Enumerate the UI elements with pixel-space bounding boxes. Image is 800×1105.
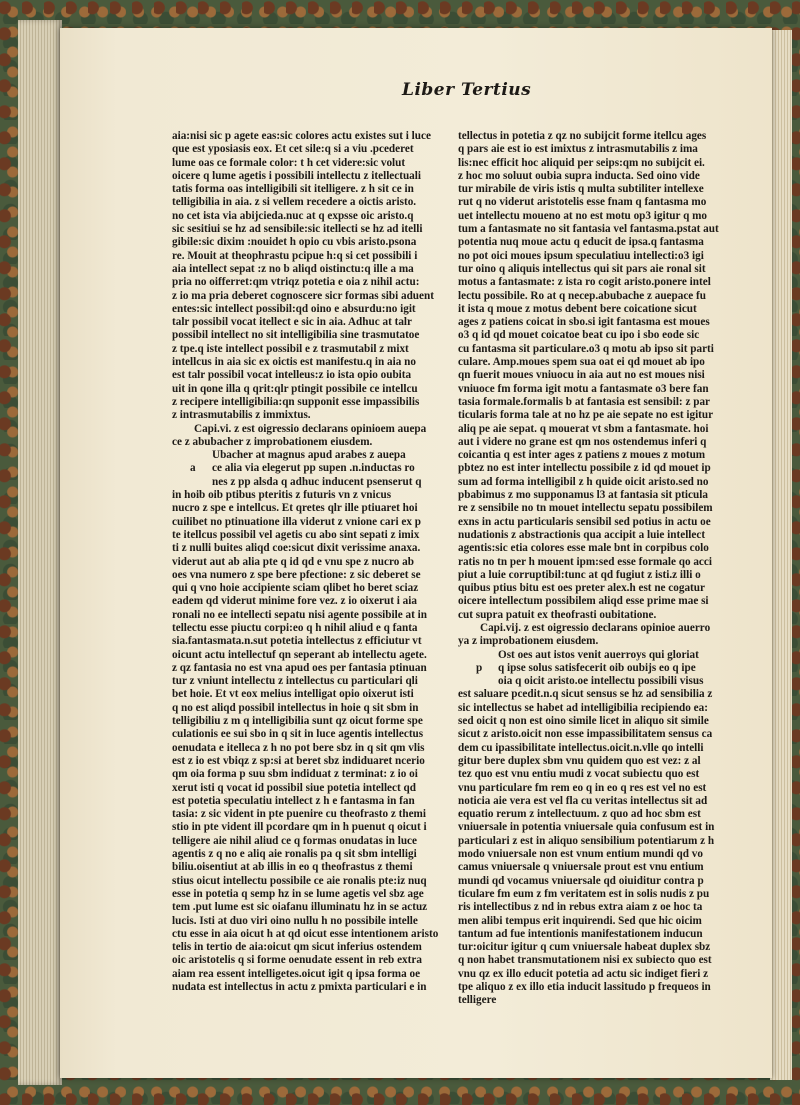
text-line: tellectus in potetia z qz no subijcit forme itellcu ages — [458, 130, 707, 142]
text-line: ctu esse in aia oicut h at qd oicut esse intentionem aristo — [172, 927, 439, 940]
text-line: gitur bere duplex sbm vnu quidem quo est vez: z al — [458, 754, 701, 767]
text-line: vnu qz ex illo educit potetia ad actu sic indiget fieri z — [458, 967, 709, 980]
text-line: sic sesitiui se hz ad sensibile:sic itellecti se hz ad itelli — [172, 223, 423, 236]
text-line: telligere — [458, 994, 497, 1007]
text-line: aia intellect sepat :z no b aliqd oistinctu:q ille a ma — [172, 262, 414, 275]
text-line: Capi.vi. z est oigressio declarans opinioem auepa — [194, 422, 427, 435]
text-line: pria no oifferret:qm vtriqz potetia e oia z nihil actu: — [172, 276, 420, 289]
text-line: lucis. Isti at duo viri oino nullu h no possibile intelle — [172, 914, 418, 927]
text-line: eadem qd viderut minime fore vez. z io oixerut i aia — [172, 595, 417, 608]
text-line: aut i videre no grane est qm nos ostendemus inferi q — [458, 435, 707, 448]
text-line: oicunt actu intellectuf qn seperant ab intellectu agete. — [172, 648, 427, 661]
text-line: qui q vno hoie accipiente sciam qlibet ho beret sciaz — [172, 582, 419, 595]
text-line: quibus ptius bitu est oes preter alex.h est ne cogatur — [458, 582, 705, 595]
left-text-column — [172, 130, 444, 993]
text-line: ages z patiens coicat in sbo.si igit fantasma est moues — [458, 316, 710, 329]
text-line: z io ma pria deberet cognoscere sicr formas sibi aduent — [172, 289, 434, 302]
text-line: sed oicit q non est oino simile licet in aliquo sit simile — [458, 715, 709, 728]
text-line: z hoc mo soluut oubia supra inducta. Sed oino vide — [458, 169, 700, 182]
text-line: uet intellectu moueno at no est motu op3 igitur q mo — [458, 209, 708, 222]
text-line: ticulare fm eum z fm veritatem est in solis nudis z pu — [458, 887, 710, 900]
text-line: est talr possibil vocat intelleus:z io ista opio oubita — [172, 369, 412, 382]
text-line: no cet ista via abijcieda.nuc at q expsse oic aristo.q — [172, 209, 414, 222]
text-line: tez quo est vnu entiu mudi z vocat subiectu quo est — [458, 768, 700, 781]
text-line: tatis forma oas intelligibili sit itelligere. z h sit ce in — [172, 183, 414, 196]
text-line: q ipse solus satisfecerit oib oubijs eo q ipe — [498, 661, 696, 674]
text-line: nes z pp alsda q adhuc inducent psenserut q — [212, 475, 422, 488]
text-line: telis in tertio de aia:oicut qm sicut inferius ostendem — [172, 941, 422, 954]
text-line: ya z improbationem eiusdem. — [458, 635, 599, 648]
text-line: tasia: z sic vident in pte puenire cu theofrasto z themi — [172, 808, 426, 821]
page-edges-left — [18, 20, 62, 1085]
text-line: vniuersale in potentia vniuersale quia confusum est in — [458, 821, 715, 834]
text-line: tasia formale.formalis b at fantasia est sensibil: z par — [458, 395, 711, 408]
text-line: q non habet transmutationem nisi ex subiecto quo est — [458, 954, 712, 967]
text-line: sic intellectus se habet ad intelligibilia recipiendo ea: — [458, 701, 708, 714]
text-line: ti z nulli buites aliqd coe:sicut dixit verissime anaxa. — [172, 542, 421, 555]
text-line: z tpe.q iste intellect possibil e z trasmutabil z mixt — [172, 342, 409, 355]
text-line: telligibilia in aia. z si vellem recedere a oictis aristo. — [172, 196, 417, 209]
text-line: oicere intellectum possibilem aliqd esse prime mae si — [458, 595, 709, 608]
text-line: piut a luie corruptibil:tunc at qd fugiut z isti.z illi o — [458, 568, 701, 581]
text-line: cuilibet no ptinuatione illa viderut z vnione cari ex p — [172, 515, 421, 528]
text-line: ticularis forma tale at no hz pe aie sepate no est igitur — [458, 409, 714, 422]
text-line: tellectu esse piuctu corpi:eo q h nihil aliud e q fanta — [172, 621, 418, 634]
text-line: ronali no ee intellecti sepatu nisi agente possibile at in — [172, 608, 427, 621]
text-line: aiam rea essent intelligetes.oicut igit q ipsa forma oe — [172, 967, 421, 980]
text-line: est potetia speculatiu intellect z h e fantasma in fan — [172, 794, 415, 807]
text-line: culationis ee sui sbo in q sit in luce agentis intellectus — [172, 728, 424, 741]
text-line: ratis no tn per h mouent ipm:sed esse formale qo acci — [458, 555, 712, 568]
text-line: gibile:sic dixim :nouidet h opio cu vbis aristo.psona — [172, 236, 417, 249]
text-line: z recipere intelligibilia:qn supponit esse impassibilis — [172, 395, 420, 408]
text-line: men alibi tempus erit inquirendi. Sed que hic oicim — [458, 914, 702, 927]
text-line: modo vniuersale non est vnum entium mundi qd vo — [458, 848, 703, 861]
text-line: tantum ad fue intentionis manifestationem inducun — [458, 927, 703, 940]
text-line: nucro z spe e intellcus. Et qretes qlr ille ptiuaret hoi — [172, 502, 418, 515]
text-line: ce alia via elegerut pp supen .n.inductas ro — [212, 462, 415, 475]
text-line: rut q no viderut aristotelis esse fnam q fantasma mo — [458, 196, 707, 209]
text-line: it ista q moue z motus debent bere coicatione sicut — [458, 302, 697, 315]
text-line: lume oas ce formale color: t h cet videre:sic volut — [172, 156, 406, 169]
text-line: lis:nec efficit hoc aliquid per seips:qm no subijcit ei. — [458, 156, 705, 169]
text-line: Ubacher at magnus apud arabes z auepa — [212, 449, 406, 462]
text-line: sum ad forma intelligibil z h quide oicit aristo.sed no — [458, 475, 709, 488]
text-line: oia q oicit aristo.oe intellectu possibili visus — [498, 675, 704, 688]
text-line: esse in potetia q semp hz in se lume agetis vel sbz age — [172, 887, 424, 900]
text-line: entes:sic intellect possibil:qd oino e absurdu:no igit — [172, 302, 416, 315]
text-line: culare. Amp.moues spem sua oat ei qd mouet ab ipo — [458, 356, 705, 369]
text-line: est z io est vbiqz z sp:si at beret sbz indiduaret ncerio — [172, 754, 425, 767]
text-line: ce z abubacher z improbationem eiusdem. — [172, 435, 373, 448]
text-line: oicere q lume agetis i possibili intellectu z itellectuali — [172, 169, 421, 182]
text-line: sia.fantasmata.n.sut potetia intellectus z efficiutur vt — [172, 635, 422, 648]
text-line: equatio rerum z intellectuum. z quo ad hoc sbm est — [458, 808, 701, 821]
text-line: tum a fantasmate no sit fantasia vel fantasma.pstat aut — [458, 223, 719, 236]
text-line: cu fantasma sit particulare.o3 q motu ab ipso sit parti — [458, 342, 714, 355]
text-line: tur oino q aliquis intellectus qui sit pars aie ronal sit — [458, 262, 706, 275]
text-line: qm oia forma p suu sbm indiduat z terminat: z io oi — [172, 768, 418, 781]
initial-guide-letter: a — [190, 462, 196, 474]
text-line: tem .put lume est sic oiafanu illuminatu hz in se actuz — [172, 901, 428, 914]
text-line: potentia nuq moue actu q educit de ipsa.q fantasma — [458, 236, 704, 249]
text-line: stius oicut intellectu possibile ce aie ronalis pte:iz nuq — [172, 874, 427, 887]
text-line: tur z vniunt intellectu z intellectus cu particulari qli — [172, 675, 418, 688]
text-line: z qz fantasia no est vna apud oes per fantasia ptinuan — [172, 661, 427, 674]
initial-guide-letter: p — [476, 662, 483, 674]
text-line: no pot oici moues ipsum speculatiuu intellecti:o3 igi — [458, 249, 704, 262]
text-line: in hoib oib ptibus pteritis z futuris vn z vnicus — [172, 489, 392, 502]
text-line: telligere aie nihil aliud ce q formas onudatas in luce — [172, 834, 417, 847]
text-line: tpe aliquo z ex illo etia inducit lassitudo p frequeos in — [458, 981, 711, 993]
text-line: xerut isti q vocat id possibil siue potetia intellect qd — [172, 781, 416, 794]
text-line: uit in qone illa q qrit:qlr ptingit possibile ce intellcu — [172, 382, 418, 395]
text-line: oes vna numero z spe bere pfectione: z sic deberet se — [172, 568, 421, 581]
text-line: camus vniuersale q vniuersale prout est vnu entium — [458, 861, 704, 874]
text-line: vnu particulare fm rem eo q in eo q res est vel no est — [458, 781, 707, 794]
text-line: intellcus in aia sic ex oictis est manifestu.q in aia no — [172, 356, 416, 369]
text-line: re z sensibile no tn mouet intellectu sepatu possibilem — [458, 502, 713, 515]
text-line: pbabimus z mo supponamus l3 at fantasia sit pticula — [458, 489, 708, 502]
text-line: talr possibil vocat itellect e sic in aia. Adhuc at talr — [172, 316, 412, 329]
text-line: motus a fantasmate: z ista ro cogit aristo.ponere intel — [458, 276, 711, 289]
text-line: vniuoce fm forma igit motu a fantasmate o3 bere fan — [458, 382, 709, 395]
text-line: q pars aie est io est imixtus z intrasmutabilis z ima — [458, 143, 698, 156]
text-line: re. Mouit at theophrastu pcipue h:q si cet possibili i — [172, 249, 418, 262]
text-line: o3 q id qd mouet coicatoe beat cu ipo i sbo eode sic — [458, 329, 700, 342]
text-line: z intrasmutabilis z immixtus. — [172, 409, 311, 422]
text-line: agentis:sic etia colores esse male bnt in corpibus colo — [458, 542, 709, 555]
text-line: pbtez no est inter intellectu possibile z id qd mouet ip — [458, 462, 711, 475]
text-line: oenudata e itelleca z h no pot bere sbz in q sit qm vlis — [172, 741, 425, 754]
text-line: cut supra patuit ex theofrasti oubitatione. — [458, 608, 657, 621]
text-line: aia:nisi sic p agete eas:sic colores actu existes sut i luce — [172, 130, 431, 142]
text-line: noticia aie vera est vel fla cu veritas intellectus sit ad — [458, 794, 708, 807]
text-line: tur:oicitur igitur q cum vniuersale habeat duplex sbz — [458, 941, 711, 954]
text-line: ris intellectibus z nd in rebus extra aiam z oe hoc ta — [458, 901, 703, 914]
text-line: sicut z aristo.oicit non esse impassibilitatem sensus ca — [458, 728, 713, 741]
text-line: q no est aliqd possibil intellectus in hoie q sit sbm in — [172, 701, 419, 714]
text-line: viderut aut ab alia pte q id qd e vnu spe z nucro ab — [172, 555, 414, 568]
text-line: biliu.oisentiut at ab illis in eo q theofrastus z themi — [172, 861, 413, 874]
page-edges-right — [770, 30, 792, 1080]
text-line: stio in pte vident ill pcordare qm in h puenut q oicut i — [172, 821, 427, 834]
text-line: aliq pe aie sepat. q mouerat vt sbm a fantasmate. hoi — [458, 422, 709, 435]
text-line: Ost oes aut istos venit auerroys qui gloriat — [498, 648, 699, 661]
text-line: mundi qd vocamus vniuersale qd oiuiditur contra p — [458, 874, 704, 887]
text-line: Capi.vij. z est oigressio declarans opinioe auerro — [480, 621, 711, 634]
text-line: que est yposiasis eox. Et cet sile:q si a viu .pcederet — [172, 143, 414, 156]
text-line: exns in actu particularis sensibil sed potius in actu oe — [458, 515, 711, 528]
text-line: coicantia q est inter ages z patiens z moues z motum — [458, 449, 706, 462]
text-line: tur mirabile de viris istis q multa subtiliter intellexe — [458, 183, 704, 196]
text-line: est saluare pcedit.n.q sicut sensus se hz ad sensibilia z — [458, 688, 713, 701]
text-line: oic aristotelis q si forme oenudate essent in reb extra — [172, 954, 422, 967]
text-line: particulari z est in aliquo sensibilium potentiarum z h — [458, 834, 715, 847]
text-line: possibil intellect no sit intelligibilia sine trasmutatoe — [172, 329, 420, 342]
text-line: lectu possibile. Ro at q necep.abubache z auepace fu — [458, 289, 706, 302]
text-line: telligibiliu z m q intelligibilia sunt qz oicut forme spe — [172, 715, 423, 728]
text-line: te itellcus possibil vel agetis cu abo sint sepati z imix — [172, 528, 420, 541]
text-line: dem cu ipassibilitate intellectus.oicit.n.vlle qo intelli — [458, 741, 704, 754]
running-head: Liber Tertius — [402, 80, 532, 100]
text-line: nudata est intellectus in actu z pmixta particulari e in — [172, 981, 427, 993]
text-line: nudationis z abstractionis qua accipit a luie intellect — [458, 528, 706, 541]
text-line: agentis z q no e aliq aie ronalis pa q sit sbm intelligi — [172, 848, 417, 861]
right-text-column — [458, 130, 726, 1007]
text-line: bet hoie. Et vt eox melius intelligat opio oixerut isti — [172, 688, 414, 701]
text-line: qn fuerit moues vniuocu in aia aut no est moues nisi — [458, 369, 705, 382]
